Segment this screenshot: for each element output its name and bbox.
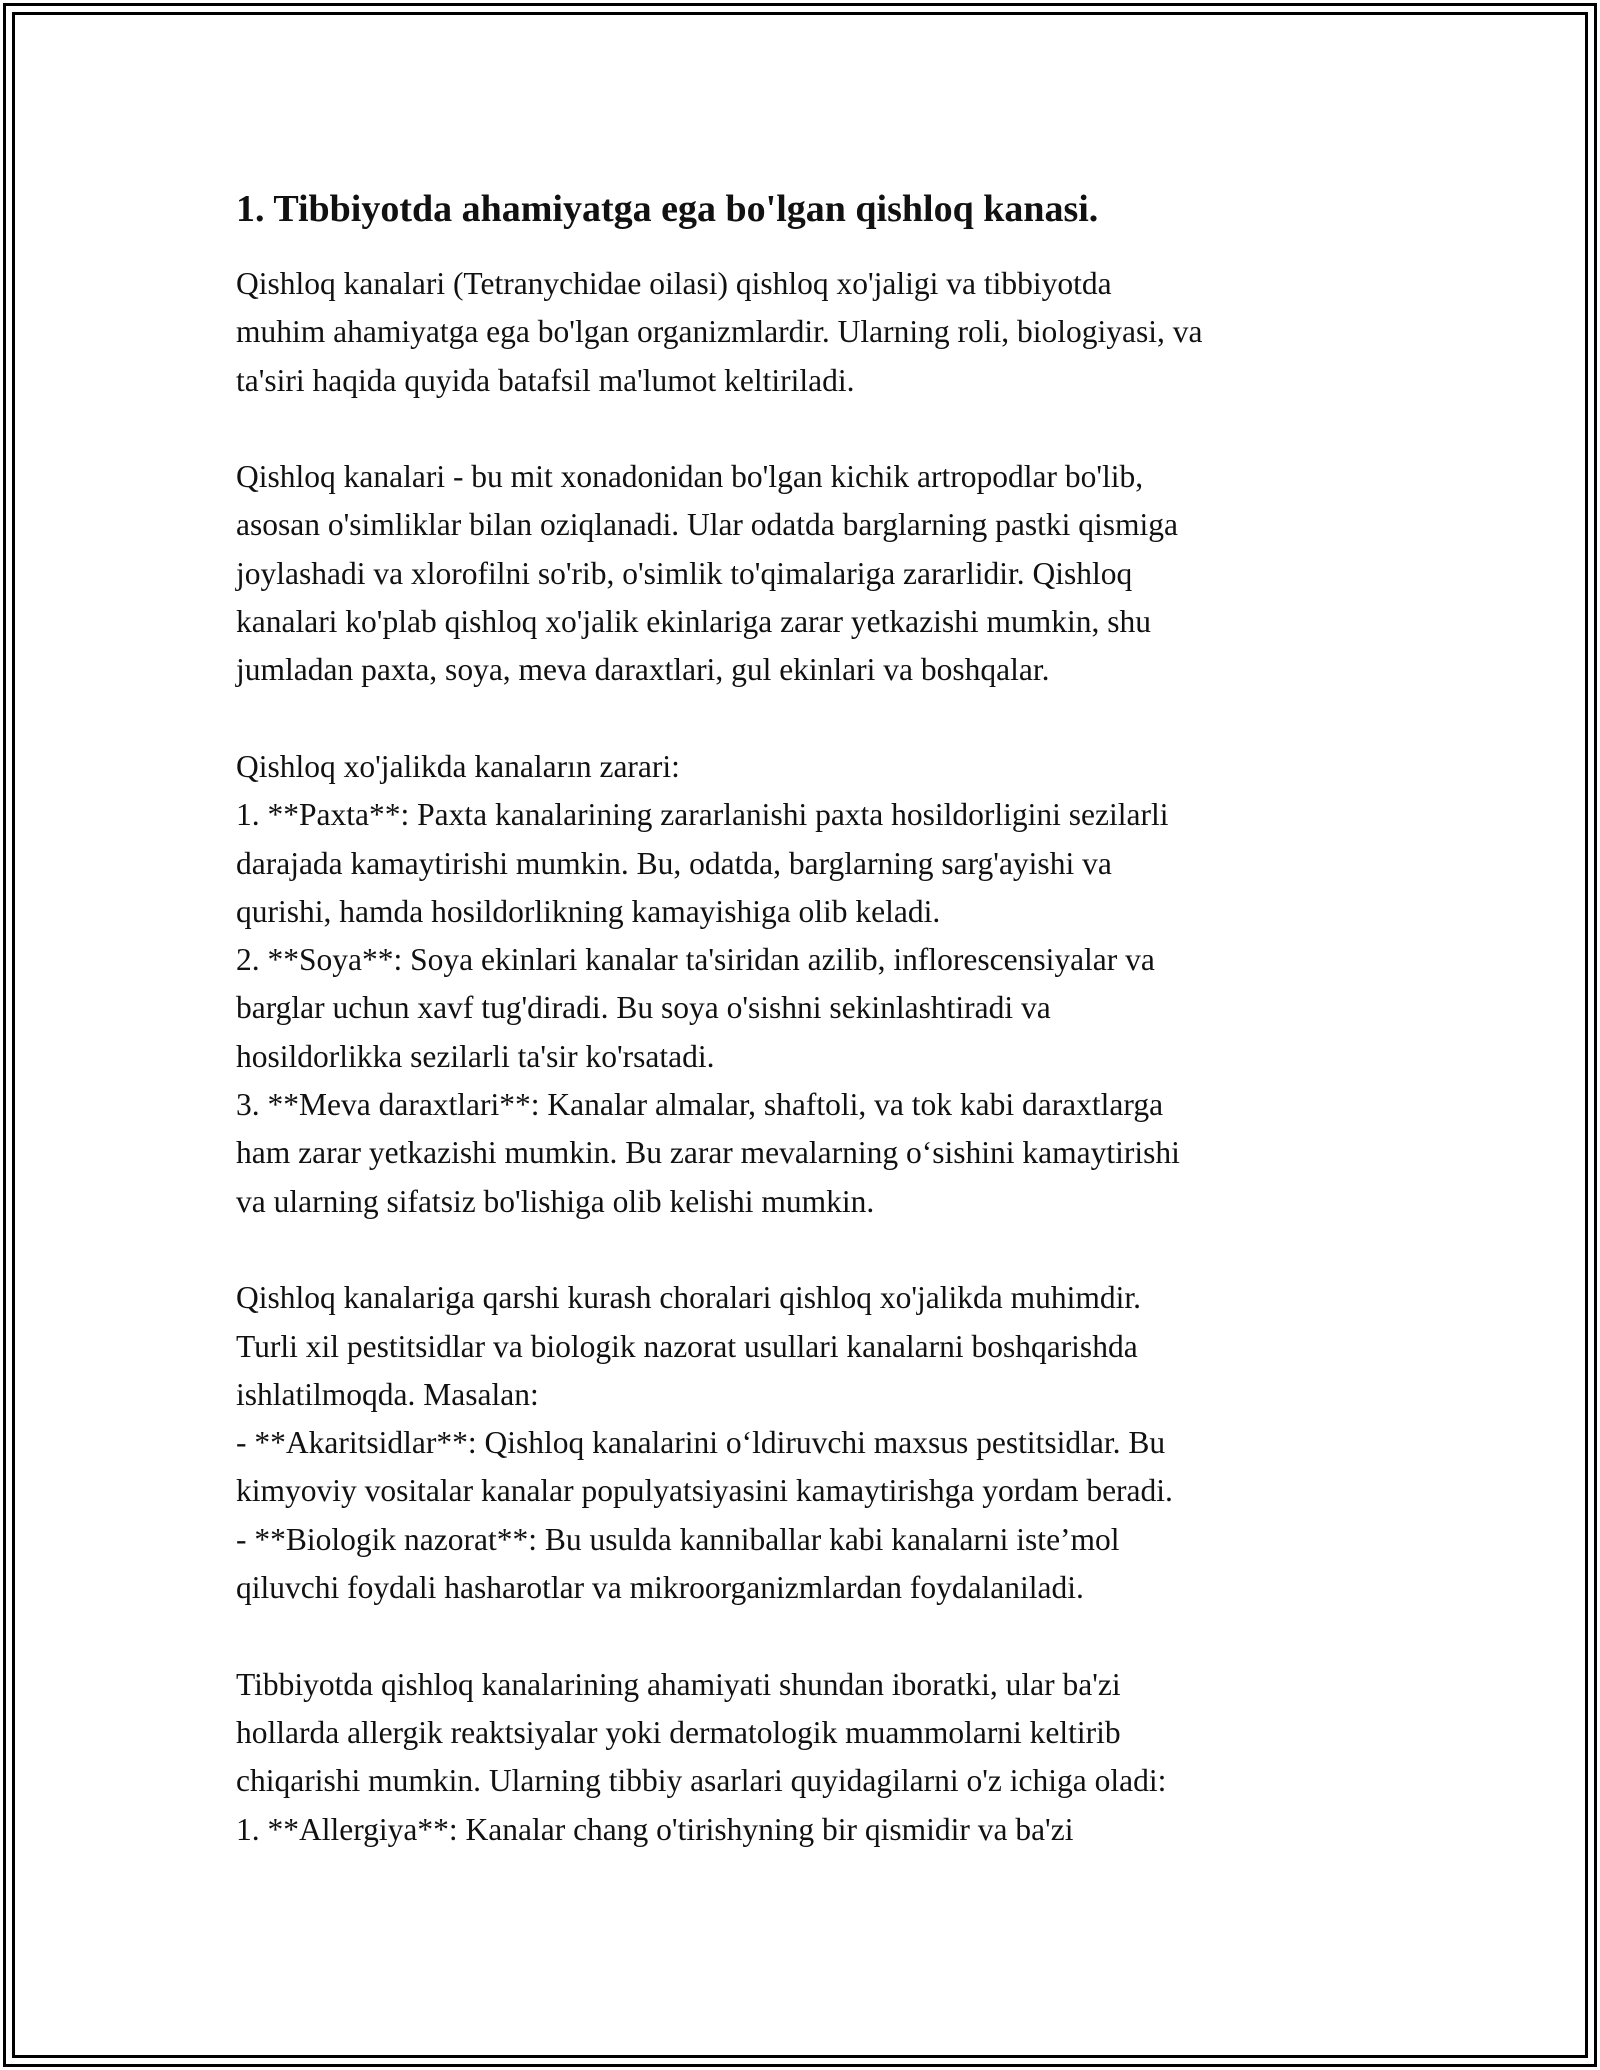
text-line: kimyoviy vositalar kanalar populyatsiyasini kamaytirishga yordam beradi.: [236, 1473, 1173, 1509]
document-title: 1. Tibbiyotda ahamiyatga ega bo'lgan qishloq kanasi.: [236, 188, 1099, 230]
paragraph-crop-damage: [236, 743, 1376, 1226]
text-line: 1. **Paxta**: Paxta kanalarining zararlanishi paxta hosildorligini sezilarli: [236, 797, 1169, 833]
text-line: Qishloq kanalari (Tetranychidae oilasi) qishloq xo'jaligi va tibbiyotda: [236, 266, 1112, 301]
document-body: [236, 260, 1376, 1854]
text-line: ishlatilmoqda. Masalan:: [236, 1376, 539, 1412]
text-line: muhim ahamiyatga ega bo'lgan organizmlardir. Ularning roli, biologiyasi, va: [236, 314, 1203, 350]
paragraph-spacer: [236, 695, 1376, 743]
text-line: kanalari ko'plab qishloq xo'jalik ekinlariga zarar yetkazishi mumkin, shu: [236, 604, 1151, 640]
paragraph-intro: [236, 260, 1376, 405]
text-line: asosan o'simliklar bilan oziqlanadi. Ular odatda barglarning pastki qismiga: [236, 507, 1179, 543]
text-line: darajada kamaytirishi mumkin. Bu, odatda, barglarning sarg'ayishi va: [236, 845, 1112, 881]
text-line: Turli xil pestitsidlar va biologik nazorat usullari kanalarni boshqarishda: [236, 1328, 1138, 1364]
text-line: Qishloq xo'jalikda kanaların zarari:: [236, 748, 680, 784]
text-line: chiqarishi mumkin. Ularning tibbiy asarlari quyidagilarni o'z ichiga oladi:: [236, 1763, 1167, 1799]
paragraph-spacer: [236, 1226, 1376, 1274]
text-line: - **Biologik nazorat**: Bu usulda kanniballar kabi kanalarni iste’mol: [236, 1521, 1120, 1557]
text-line: Tibbiyotda qishloq kanalarining ahamiyati shundan iboratki, ular ba'zi: [236, 1666, 1121, 1702]
text-line: 1. **Allergiya**: Kanalar chang o'tirishyning bir qismidir va ba'zi: [236, 1811, 1074, 1847]
text-line: hosildorlikka sezilarli ta'sir ko'rsatadi.: [236, 1038, 715, 1074]
text-line: qiluvchi foydali hasharotlar va mikroorganizmlardan foydalaniladi.: [236, 1570, 1084, 1606]
text-line: joylashadi va xlorofilni so'rib, o'simlik to'qimalariga zararlidir. Qishloq: [236, 555, 1133, 591]
paragraph-description: [236, 453, 1376, 694]
text-line: Qishloq kanalariga qarshi kurash choralari qishloq xo'jalikda muhimdir.: [236, 1280, 1141, 1316]
text-line: Qishloq kanalari - bu mit xonadonidan bo'lgan kichik artropodlar bo'lib,: [236, 459, 1144, 495]
paragraph-spacer: [236, 405, 1376, 453]
text-line: 3. **Meva daraxtlari**: Kanalar almalar, shaftoli, va tok kabi daraxtlarga: [236, 1087, 1164, 1123]
text-line: va ularning sifatsiz bo'lishiga olib kelishi mumkin.: [236, 1183, 875, 1219]
paragraph-control-measures: [236, 1274, 1376, 1612]
text-line: - **Akaritsidlar**: Qishloq kanalarini o‘ldiruvchi maxsus pestitsidlar. Bu: [236, 1425, 1166, 1461]
text-line: jumladan paxta, soya, meva daraxtlari, gul ekinlari va boshqalar.: [236, 652, 1050, 688]
text-line: qurishi, hamda hosildorlikning kamayishiga olib keladi.: [236, 893, 941, 929]
text-line: ham zarar yetkazishi mumkin. Bu zarar mevalarning o‘sishini kamaytirishi: [236, 1135, 1180, 1171]
paragraph-spacer: [236, 1612, 1376, 1660]
document-page: [236, 186, 1376, 1854]
text-line: ta'siri haqida quyida batafsil ma'lumot keltiriladi.: [236, 362, 855, 398]
paragraph-medical-significance: [236, 1661, 1376, 1854]
text-line: 2. **Soya**: Soya ekinlari kanalar ta'siridan azilib, inflorescensiyalar va: [236, 942, 1155, 978]
text-line: hollarda allergik reaktsiyalar yoki dermatologik muammolarni keltirib: [236, 1714, 1121, 1750]
text-line: barglar uchun xavf tug'diradi. Bu soya o'sishni sekinlashtiradi va: [236, 990, 1051, 1026]
